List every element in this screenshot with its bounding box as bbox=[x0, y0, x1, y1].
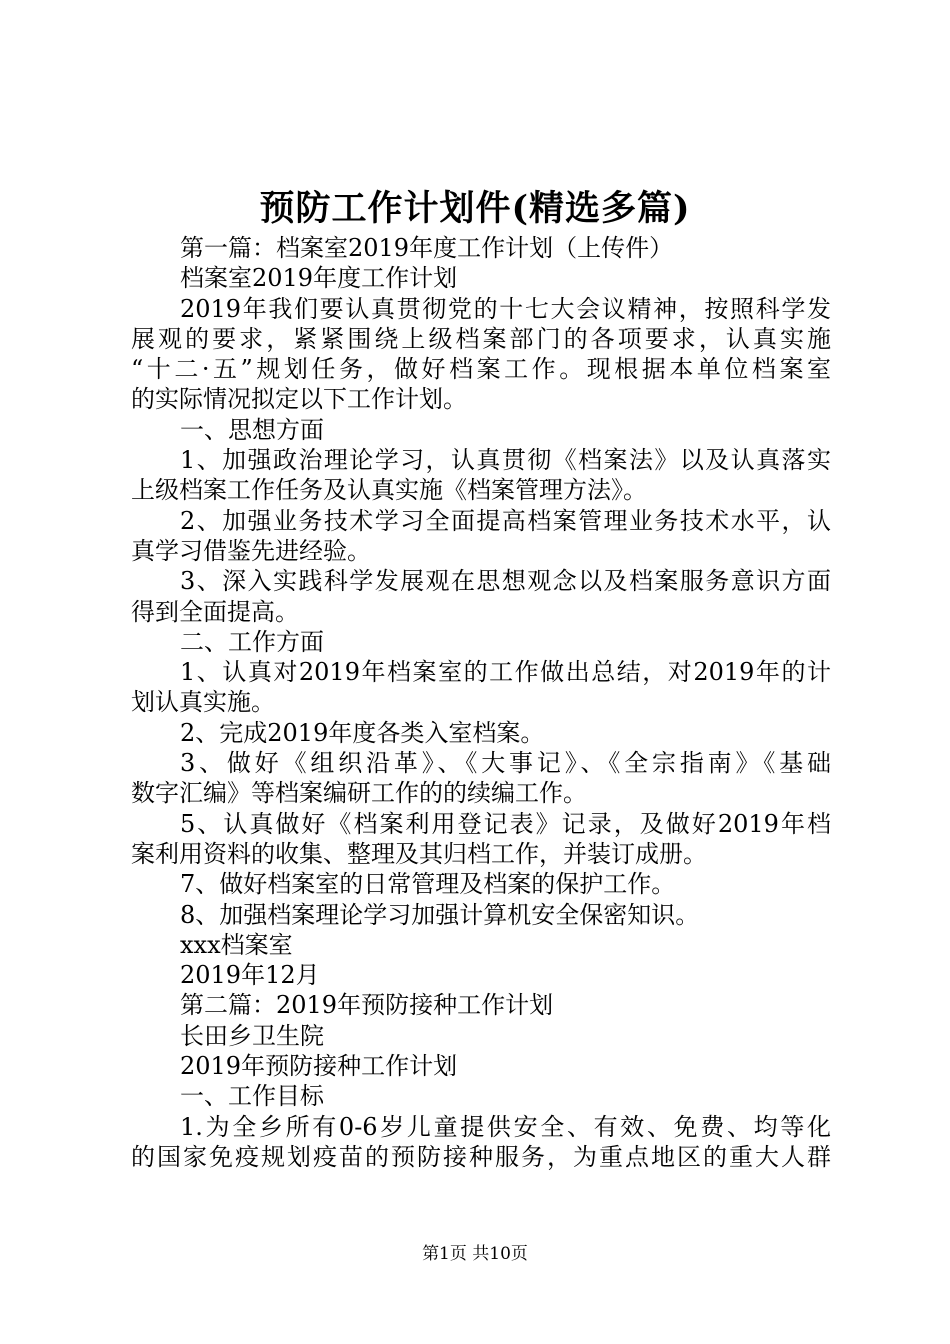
text-line: 真学习借鉴先进经验。 bbox=[131, 536, 371, 565]
text-line: 1、加强政治理论学习，认真贯彻《档案法》以及认真落实 bbox=[180, 446, 831, 475]
text-line: 2019年12月 bbox=[180, 961, 320, 990]
text-line: 的实际情况拟定以下工作计划。 bbox=[131, 385, 467, 414]
text-line: 8、加强档案理论学习加强计算机安全保密知识。 bbox=[180, 900, 700, 929]
text-line: 2019年我们要认真贯彻党的十七大会议精神，按照科学发 bbox=[180, 294, 831, 323]
text-line: 划认真实施。 bbox=[131, 688, 275, 717]
text-line: xxx档案室 bbox=[180, 930, 293, 959]
text-line: 展观的要求，紧紧围绕上级档案部门的各项要求，认真实施 bbox=[131, 324, 831, 353]
text-line: 案利用资料的收集、整理及其归档工作，并装订成册。 bbox=[131, 839, 707, 868]
text-line: 5、认真做好《档案利用登记表》记录，及做好2019年档 bbox=[180, 809, 831, 838]
text-line: 第一篇：档案室2019年度工作计划（上传件） bbox=[180, 234, 674, 262]
text-line: 的国家免疫规划疫苗的预防接种服务，为重点地区的重大人群 bbox=[131, 1142, 831, 1171]
text-line: 一、思想方面 bbox=[180, 415, 324, 444]
text-line: 1、认真对2019年档案室的工作做出总结，对2019年的计 bbox=[180, 658, 831, 687]
text-line: 第二篇：2019年预防接种工作计划 bbox=[180, 991, 554, 1020]
text-line: 7、做好档案室的日常管理及档案的保护工作。 bbox=[180, 870, 676, 899]
text-line: 一、工作目标 bbox=[180, 1082, 324, 1111]
document-title: 预防工作计划件(精选多篇) bbox=[259, 188, 691, 229]
page-number-footer: 第1页 共10页 bbox=[422, 1244, 528, 1264]
text-line: 3、深入实践科学发展观在思想观念以及档案服务意识方面 bbox=[180, 567, 831, 596]
text-line: 数字汇编》等档案编研工作的的续编工作。 bbox=[131, 779, 587, 808]
text-line: 得到全面提高。 bbox=[131, 597, 299, 626]
text-line: 长田乡卫生院 bbox=[180, 1021, 324, 1050]
text-line: 2、完成2019年度各类入室档案。 bbox=[180, 718, 545, 747]
text-line: 1.为全乡所有0-6岁儿童提供安全、有效、免费、均等化 bbox=[180, 1112, 831, 1141]
text-line: 2、加强业务技术学习全面提高档案管理业务技术水平，认 bbox=[180, 506, 831, 535]
text-line: 3、做好《组织沿革》、《大事记》、《全宗指南》《基础 bbox=[180, 749, 831, 778]
text-line: “十二·五”规划任务，做好档案工作。现根据本单位档案室 bbox=[131, 355, 831, 384]
text-line: 2019年预防接种工作计划 bbox=[180, 1052, 458, 1081]
text-line: 档案室2019年度工作计划 bbox=[180, 264, 458, 293]
text-line: 二、工作方面 bbox=[180, 627, 324, 656]
text-line: 上级档案工作任务及认真实施《档案管理方法》。 bbox=[131, 476, 647, 505]
document-body bbox=[131, 233, 831, 1172]
